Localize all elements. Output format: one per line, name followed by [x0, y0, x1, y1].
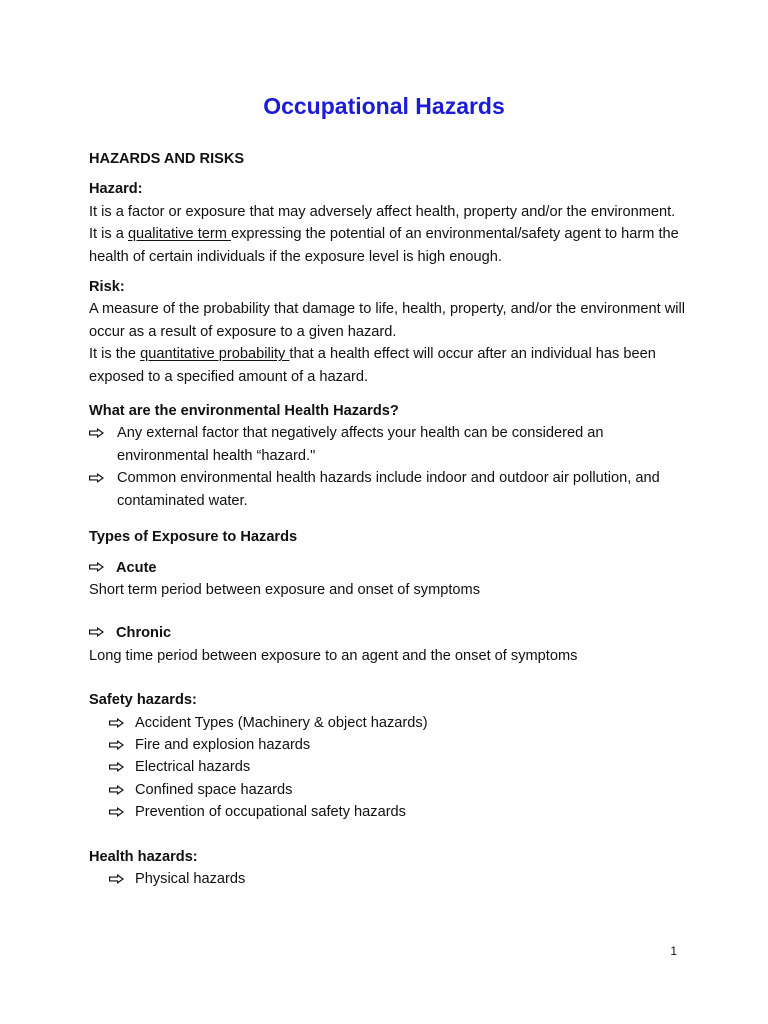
health-hazards-heading: Health hazards:: [89, 848, 198, 865]
exposure-heading: Types of Exposure to Hazards: [89, 529, 298, 546]
right-arrow-bullet-icon: [109, 874, 124, 884]
list-item: [89, 467, 689, 512]
hazard-qualitative-prefix: It is a: [89, 226, 128, 243]
safety-item-text: Accident Types (Machinery & object hazards): [135, 714, 428, 731]
list-item: [89, 779, 689, 801]
safety-item-text: Fire and explosion hazards: [135, 736, 311, 753]
quantitative-probability-underlined: quantitative probability: [140, 346, 290, 363]
section-heading-hazards-and-risks: HAZARDS AND RISKS: [89, 151, 245, 167]
env-hazards-list: [89, 422, 689, 512]
right-arrow-bullet-icon: [89, 562, 104, 572]
document-title: Occupational Hazards: [263, 93, 505, 119]
risk-quantitative: [89, 343, 689, 388]
chronic-text: Long time period between exposure to an agent and the onset of symptoms: [89, 647, 578, 664]
safety-item-text: Confined space hazards: [135, 781, 293, 798]
right-arrow-bullet-icon: [109, 718, 124, 728]
risk-definition: A measure of the probability that damage to life, health, property, and/or the environment will occur as a result of exposure to a given hazard.: [89, 301, 685, 340]
right-arrow-bullet-icon: [109, 762, 124, 772]
acute-text: Short term period between exposure and onset of symptoms: [89, 581, 480, 598]
health-hazards-list: [89, 868, 689, 890]
list-item: [89, 422, 689, 467]
list-item: [89, 868, 689, 890]
safety-hazards-heading: Safety hazards:: [89, 692, 197, 709]
page-number: 1: [670, 944, 677, 958]
safety-item-text: Electrical hazards: [135, 759, 251, 776]
qualitative-term-underlined: qualitative term: [127, 226, 231, 243]
safety-item-text: Prevention of occupational safety hazards: [135, 804, 406, 821]
hazard-heading: Hazard:: [89, 181, 143, 198]
right-arrow-bullet-icon: [89, 428, 104, 438]
list-item: [89, 712, 689, 734]
right-arrow-bullet-icon: [109, 807, 124, 817]
document-body: [89, 148, 689, 890]
right-arrow-bullet-icon: [109, 785, 124, 795]
risk-quantitative-suffix: that a health effect will occur after an individual has been exposed to a specified amount of a hazard.: [89, 346, 656, 385]
env-hazard-item-text: Common environmental health hazards include indoor and outdoor air pollution, and contaminated water.: [117, 470, 660, 509]
acute-label: Acute: [116, 559, 157, 576]
acute-label-row: [89, 557, 689, 579]
hazard-definition: It is a factor or exposure that may adversely affect health, property and/or the environment.: [89, 203, 676, 220]
chronic-label-row: [89, 622, 689, 644]
hazard-qualitative-suffix: expressing the potential of an environmental/safety agent to harm the health of certain individuals if the exposure level is high enough.: [89, 226, 679, 265]
list-item: [89, 756, 689, 778]
env-hazard-item-text: Any external factor that negatively affects your health can be considered an environmental health “hazard.": [117, 425, 604, 464]
chronic-label: Chronic: [116, 625, 172, 642]
list-item: [89, 801, 689, 823]
right-arrow-bullet-icon: [89, 627, 104, 637]
list-item: [89, 734, 689, 756]
safety-hazards-list: [89, 712, 689, 824]
risk-heading: Risk:: [89, 279, 125, 296]
right-arrow-bullet-icon: [109, 740, 124, 750]
env-hazards-heading: What are the environmental Health Hazards?: [89, 403, 399, 420]
hazard-qualitative: [89, 223, 689, 268]
right-arrow-bullet-icon: [89, 473, 104, 483]
health-item-text: Physical hazards: [135, 870, 246, 887]
risk-quantitative-prefix: It is the: [89, 346, 141, 363]
